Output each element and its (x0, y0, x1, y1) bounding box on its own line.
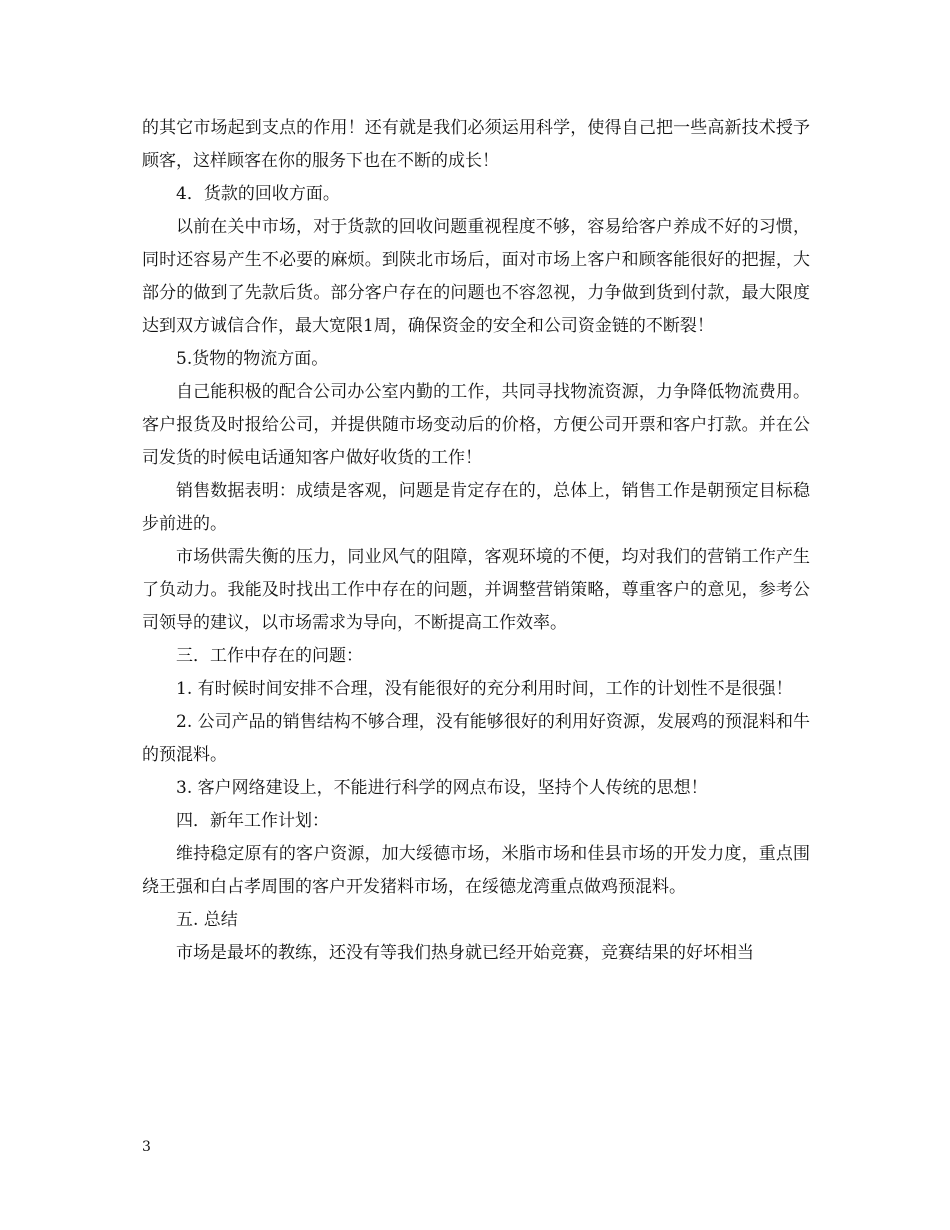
section-heading-problems: 三．工作中存在的问题： (176, 646, 363, 666)
document-body (142, 112, 810, 970)
section-heading-plan: 四．新年工作计划： (176, 811, 329, 831)
paragraph-plan: 维持稳定原有的客户资源，加大绥德市场，米脂市场和佳县市场的开发力度，重点围绕王强和白占孝周围的客户开发猪料市场，在绥德龙湾重点做鸡预混料。 (142, 844, 810, 897)
paragraph-7: 市场供需失衡的压力，同业风气的阻障，客观环境的不便，均对我们的营销工作产生了负动力。我能及时找出工作中存在的问题，并调整营销策略，尊重客户的意见，参考公司领导的建议，以市场需求为导向，不断提高工作效率。 (142, 547, 810, 633)
page-number: 3 (142, 1139, 151, 1155)
list-item-problem-3: 3. 客户网络建设上，不能进行科学的网点布设，坚持个人传统的思想！ (176, 778, 708, 798)
paragraph-1: 的其它市场起到支点的作用！还有就是我们必须运用科学，使得自己把一些高新技术授予顾客，这样顾客在你的服务下也在不断的成长！ (142, 118, 810, 171)
list-item-problem-1: 1. 有时候时间安排不合理，没有能很好的充分利用时间，工作的计划性不是很强！ (176, 679, 793, 699)
list-item-problem-2: 2. 公司产品的销售结构不够合理，没有能够很好的利用好资源，发展鸡的预混料和牛的预混料。 (142, 712, 810, 765)
paragraph-5: 自己能积极的配合公司办公室内勤的工作，共同寻找物流资源，力争降低物流费用。客户报货及时报给公司，并提供随市场变动后的价格，方便公司开票和客户打款。并在公司发货的时候电话通知客户做好收货的工作！ (142, 382, 810, 468)
paragraph-4: 5.货物的物流方面。 (176, 349, 329, 369)
paragraph-3: 以前在关中市场，对于货款的回收问题重视程度不够，容易给客户养成不好的习惯，同时还容易产生不必要的麻烦。到陕北市场后，面对市场上客户和顾客能很好的把握，大部分的做到了先款后货。部分客户存在的问题也不容忽视，力争做到货到付款，最大限度达到双方诚信合作，最大宽限1周，确保资金的安全和公司资金链的不断裂！ (142, 217, 810, 336)
section-heading-summary: 五. 总结 (176, 910, 238, 930)
paragraph-summary: 市场是最坏的教练，还没有等我们热身就已经开始竞赛，竞赛结果的好坏相当 (176, 943, 754, 963)
paragraph-2: 4．货款的回收方面。 (176, 184, 340, 204)
paragraph-6: 销售数据表明：成绩是客观，问题是肯定存在的，总体上，销售工作是朝预定目标稳步前进的。 (142, 481, 810, 534)
